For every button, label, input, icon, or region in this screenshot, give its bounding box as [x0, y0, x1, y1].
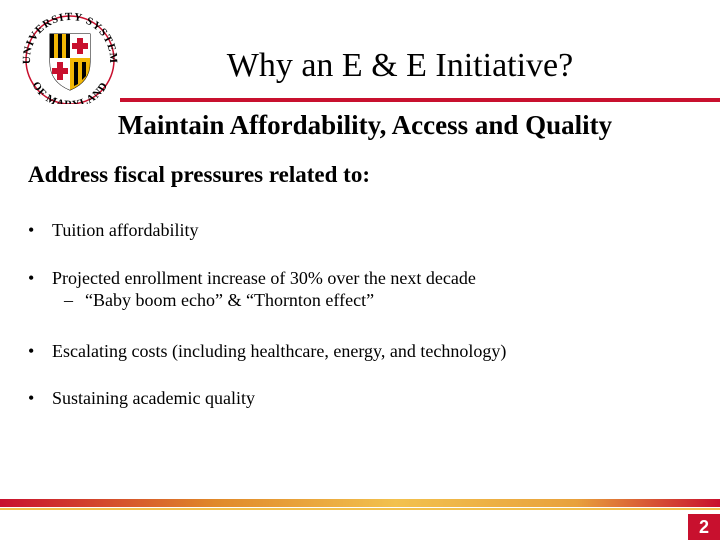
- bullet-marker: •: [28, 388, 35, 408]
- footer-stripe-thin: [0, 508, 720, 510]
- logo-bottom-text: OF MA LAND: [29, 79, 111, 104]
- maryland-flag-shield-icon: [50, 34, 90, 90]
- bullet-marker: •: [28, 220, 35, 240]
- sub-bullet-marker: –: [64, 290, 73, 310]
- bullet-text: Tuition affordability: [52, 220, 199, 240]
- bullet-marker: •: [28, 268, 35, 288]
- title-divider: [120, 98, 720, 102]
- lead-heading: Address fiscal pressures related to:: [28, 162, 371, 187]
- bullet-marker: •: [28, 341, 35, 361]
- logo-top-text: UNIVERSITY SYSTEM: [20, 10, 120, 65]
- bullet-text: Sustaining academic quality: [52, 388, 255, 408]
- footer-stripe: [0, 499, 720, 507]
- sub-bullet: [64, 289, 374, 311]
- slide-subtitle: Maintain Affordability, Access and Quality: [117, 110, 613, 140]
- bullet-text: Escalating costs (including healthcare, energy, and technology): [52, 341, 507, 361]
- bullet-text: Projected enrollment increase of 30% over the next decade: [52, 268, 476, 288]
- slide-title: Why an E & E Initiative?: [226, 47, 574, 84]
- page-number: 2: [688, 514, 720, 540]
- usm-logo: [14, 4, 126, 104]
- sub-bullet-text: “Baby boom echo” & “Thornton effect”: [85, 290, 375, 310]
